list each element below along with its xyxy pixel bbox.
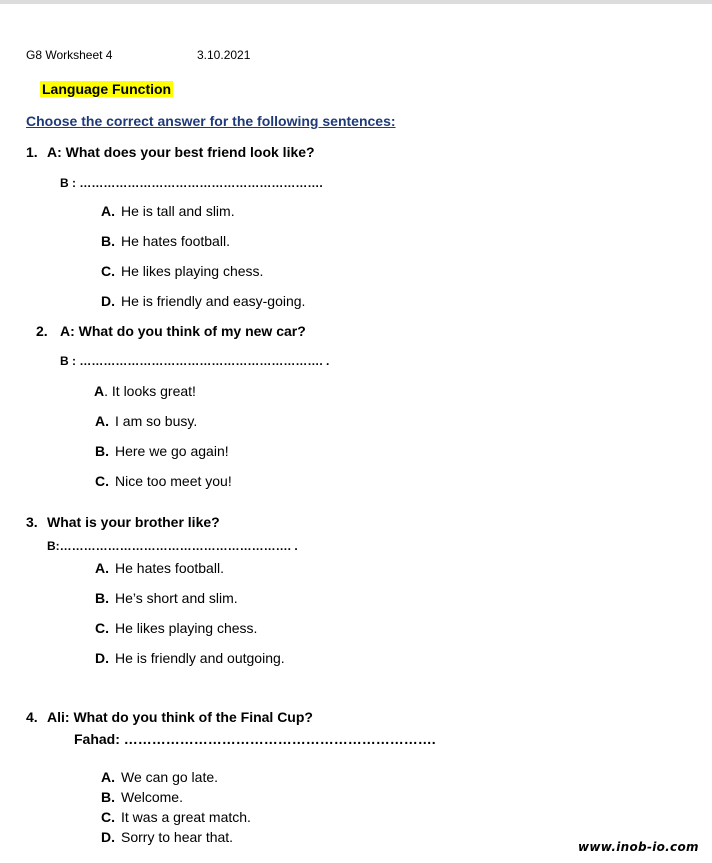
instructions: Choose the correct answer for the following sentences: xyxy=(26,113,396,129)
option-text: I am so busy. xyxy=(115,413,198,429)
question-number: 2. xyxy=(36,323,48,339)
option-b[interactable] xyxy=(95,590,238,606)
option-a[interactable] xyxy=(101,769,218,785)
top-border xyxy=(0,0,712,4)
option-letter: A. xyxy=(95,413,109,429)
option-letter: A. xyxy=(101,769,115,785)
option-letter: A xyxy=(94,383,105,399)
option-a-2[interactable] xyxy=(95,413,197,429)
question-prompt: A: What does your best friend look like? xyxy=(47,144,315,160)
option-text: It was a great match. xyxy=(121,809,251,825)
option-letter: D. xyxy=(101,293,115,309)
option-letter: D. xyxy=(101,829,115,845)
option-text: He likes playing chess. xyxy=(121,263,264,279)
question-number: 3. xyxy=(26,514,38,530)
option-d[interactable] xyxy=(95,650,285,666)
answer-line: B : ……………………………………………………. xyxy=(60,176,323,190)
question-prompt: Ali: What do you think of the Final Cup? xyxy=(47,709,313,725)
option-letter: B. xyxy=(101,233,115,249)
answer-line: B:…………………………………………………. . xyxy=(47,539,298,553)
option-c[interactable] xyxy=(101,809,251,825)
option-d[interactable] xyxy=(101,293,305,309)
option-b[interactable] xyxy=(95,443,229,459)
option-text: Nice too meet you! xyxy=(115,473,232,489)
option-a[interactable] xyxy=(94,383,196,399)
answer-line: Fahad: …………………………………………………………. xyxy=(74,731,436,747)
option-text: He is friendly and outgoing. xyxy=(115,650,285,666)
worksheet-date: 3.10.2021 xyxy=(197,48,251,62)
option-b[interactable] xyxy=(101,789,183,805)
option-text: He hates football. xyxy=(115,560,224,576)
option-letter: A. xyxy=(95,560,109,576)
option-letter: C. xyxy=(95,620,109,636)
option-text: He hates football. xyxy=(121,233,230,249)
option-letter: C. xyxy=(101,263,115,279)
option-text: . It looks great! xyxy=(104,383,196,399)
question-number: 1. xyxy=(26,144,38,160)
option-letter: C. xyxy=(101,809,115,825)
option-b[interactable] xyxy=(101,233,230,249)
option-letter: B. xyxy=(95,590,109,606)
question-prompt: What is your brother like? xyxy=(47,514,220,530)
option-letter: A. xyxy=(101,203,115,219)
answer-line: B : ……………………………………………………. . xyxy=(60,354,330,368)
option-c[interactable] xyxy=(95,473,232,489)
option-c[interactable] xyxy=(101,263,263,279)
option-text: He is tall and slim. xyxy=(121,203,235,219)
option-letter: D. xyxy=(95,650,109,666)
question-prompt: A: What do you think of my new car? xyxy=(60,323,306,339)
option-text: Here we go again! xyxy=(115,443,229,459)
section-title: Language Function xyxy=(42,81,172,97)
worksheet-title: G8 Worksheet 4 xyxy=(26,48,113,62)
option-text: He likes playing chess. xyxy=(115,620,258,636)
option-text: He is friendly and easy-going. xyxy=(121,293,306,309)
option-text: He’s short and slim. xyxy=(115,590,238,606)
option-text: Welcome. xyxy=(121,789,183,805)
option-text: We can go late. xyxy=(121,769,219,785)
option-letter: C. xyxy=(95,473,109,489)
option-letter: B. xyxy=(95,443,109,459)
question-number: 4. xyxy=(26,709,38,725)
option-a[interactable] xyxy=(101,203,235,219)
option-a[interactable] xyxy=(95,560,224,576)
site-watermark: www.inob-io.com xyxy=(578,840,699,854)
option-text: Sorry to hear that. xyxy=(121,829,234,845)
option-c[interactable] xyxy=(95,620,257,636)
option-letter: B. xyxy=(101,789,115,805)
option-d[interactable] xyxy=(101,829,233,845)
